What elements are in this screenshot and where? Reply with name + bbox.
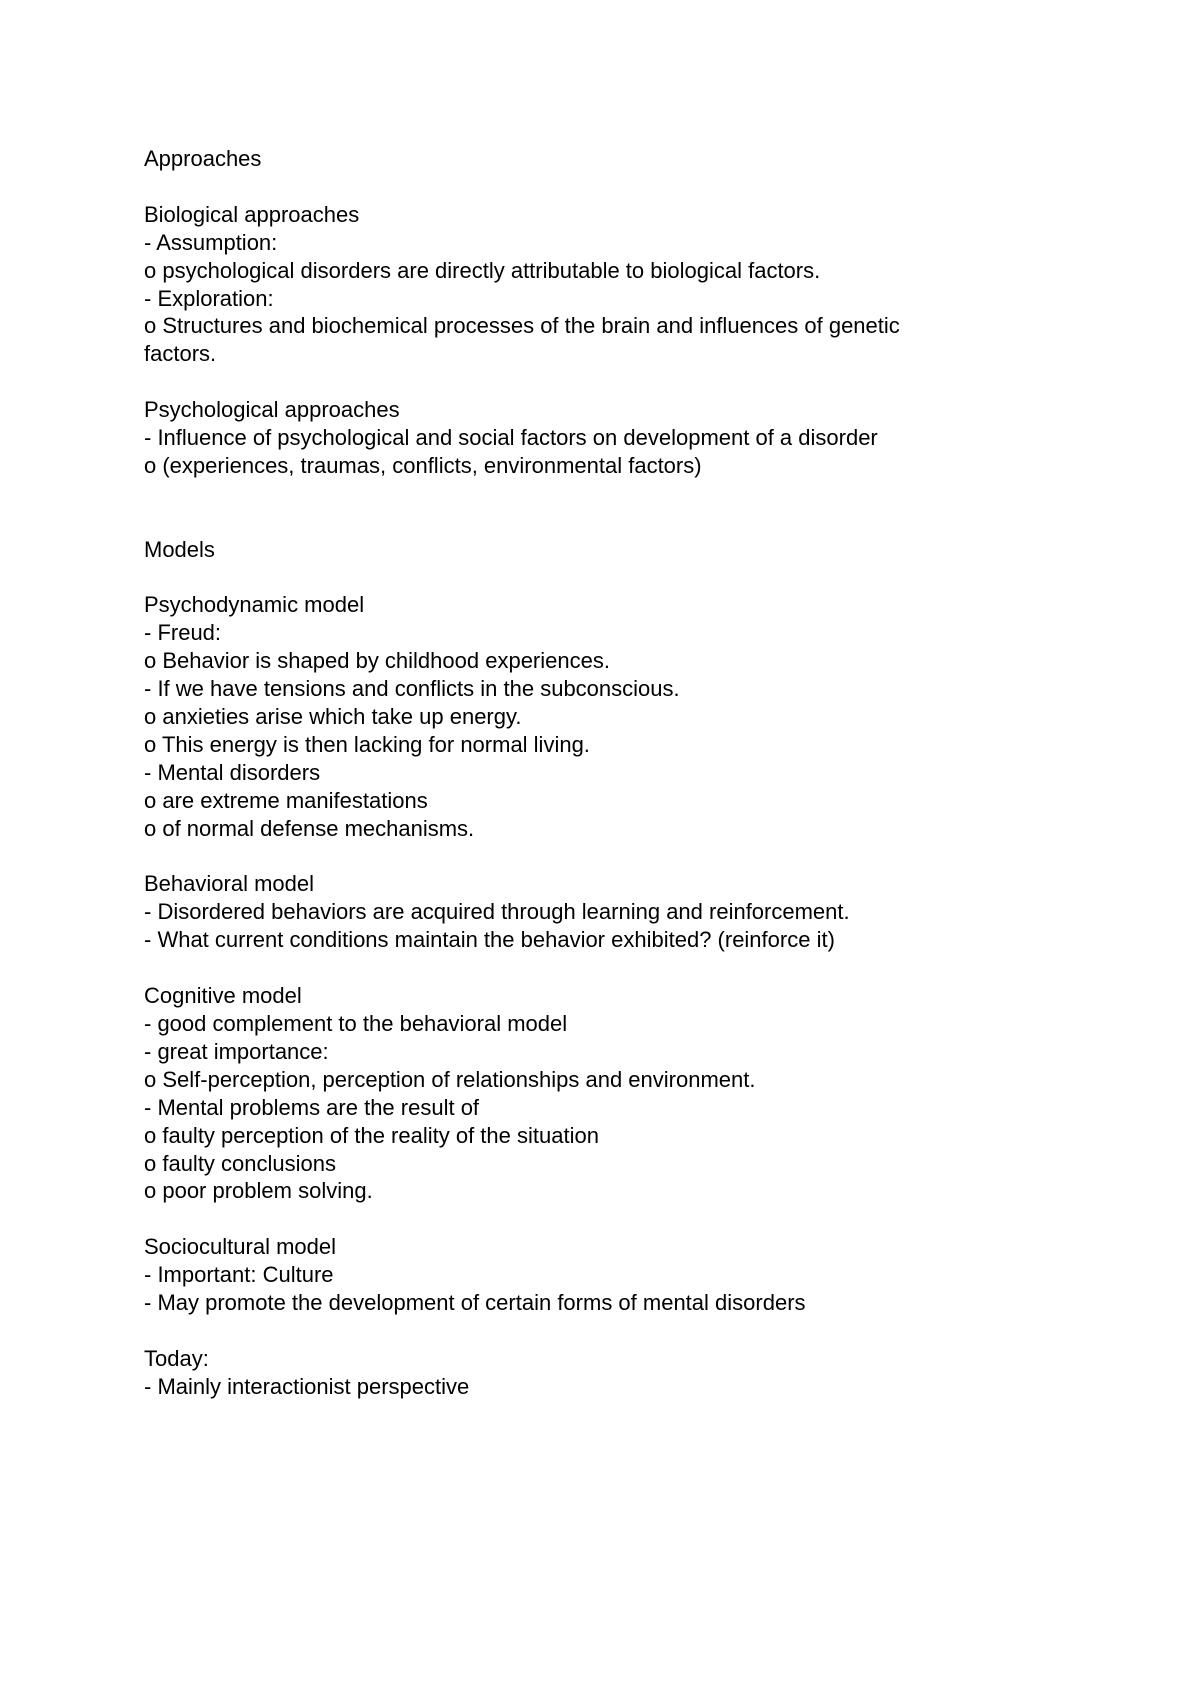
list-item: o Structures and biochemical processes of the brain and influences of genetic: [144, 313, 900, 339]
subheading-biological-approaches: Biological approaches: [144, 201, 360, 227]
list-item: - If we have tensions and conflicts in the subconscious.: [144, 676, 680, 702]
list-item: o of normal defense mechanisms.: [144, 815, 475, 841]
list-item: o psychological disorders are directly attributable to biological factors.: [144, 257, 821, 283]
list-item: - Influence of psychological and social factors on development of a disorder: [144, 425, 878, 451]
blank-line: [144, 173, 1044, 201]
list-item: - Mental problems are the result of: [144, 1094, 480, 1120]
blank-line: [144, 480, 1044, 508]
list-item: o faulty conclusions: [144, 1150, 336, 1176]
list-item: - What current conditions maintain the behavior exhibited? (reinforce it): [144, 927, 835, 953]
subheading-today: Today:: [144, 1345, 209, 1371]
section-heading-approaches: Approaches: [144, 146, 262, 171]
subheading-cognitive-model: Cognitive model: [144, 983, 302, 1009]
blank-line: [144, 954, 1044, 982]
list-item-continuation: factors.: [144, 341, 217, 367]
blank-line: [144, 564, 1044, 592]
list-item: o faulty perception of the reality of the situation: [144, 1122, 599, 1148]
document-page: [144, 145, 1044, 1401]
list-item: o poor problem solving.: [144, 1178, 373, 1204]
blank-line: [144, 368, 1044, 396]
list-item: o anxieties arise which take up energy.: [144, 704, 522, 730]
list-item: o This energy is then lacking for normal living.: [144, 731, 590, 757]
list-item: - Mainly interactionist perspective: [144, 1373, 470, 1399]
list-item: - Freud:: [144, 620, 222, 646]
blank-line: [144, 843, 1044, 871]
blank-line: [144, 1205, 1044, 1233]
list-item: o (experiences, traumas, conflicts, environmental factors): [144, 452, 702, 478]
list-item: - Exploration:: [144, 285, 274, 311]
section-heading-models: Models: [144, 536, 215, 562]
blank-line: [144, 1317, 1044, 1345]
subheading-psychodynamic-model: Psychodynamic model: [144, 592, 365, 618]
list-item: - May promote the development of certain forms of mental disorders: [144, 1290, 806, 1316]
list-item: - Important: Culture: [144, 1262, 334, 1288]
list-item: - great importance:: [144, 1038, 329, 1064]
list-item: - Mental disorders: [144, 759, 321, 785]
list-item: o are extreme manifestations: [144, 787, 428, 813]
subheading-psychological-approaches: Psychological approaches: [144, 397, 400, 423]
list-item: - Assumption:: [144, 229, 278, 255]
list-item: - Disordered behaviors are acquired through learning and reinforcement.: [144, 899, 850, 925]
list-item: - good complement to the behavioral model: [144, 1010, 568, 1036]
list-item: o Behavior is shaped by childhood experiences.: [144, 648, 610, 674]
list-item: o Self-perception, perception of relationships and environment.: [144, 1066, 756, 1092]
subheading-behavioral-model: Behavioral model: [144, 871, 314, 897]
subheading-sociocultural-model: Sociocultural model: [144, 1234, 336, 1260]
blank-line: [144, 508, 1044, 536]
